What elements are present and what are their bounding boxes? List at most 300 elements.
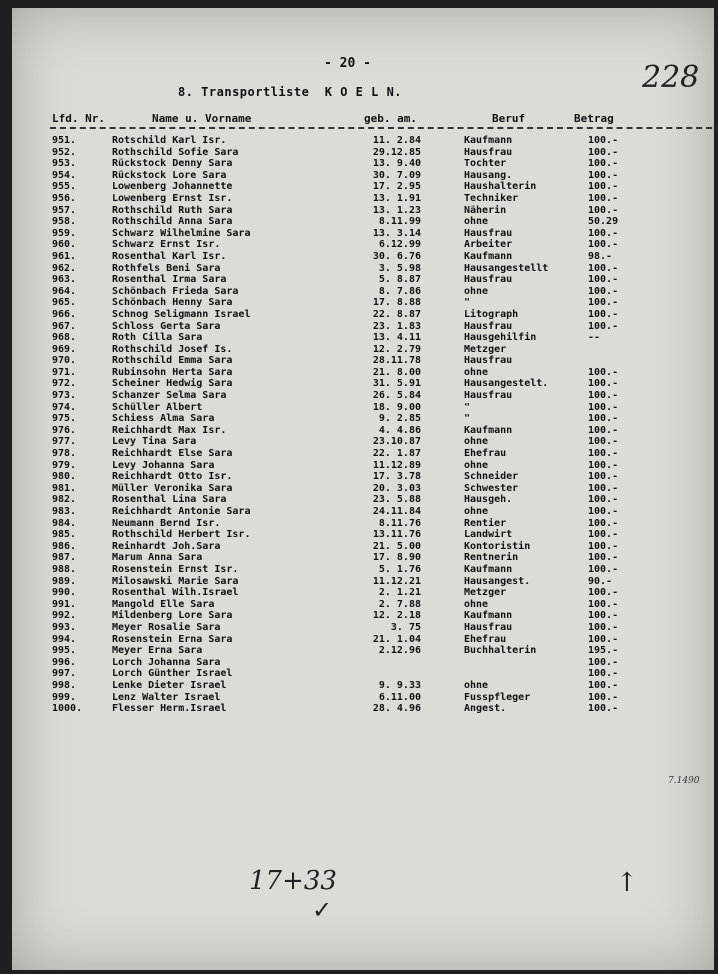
row-name: Marum Anna Sara [112, 552, 203, 564]
row-name: Rotschild Karl Isr. [112, 135, 227, 146]
row-name: Rosenthal Lina Sara [112, 494, 227, 506]
row-birth-date: 3. 75 [390, 621, 421, 633]
table-row [12, 239, 714, 251]
row-profession: Näherin [464, 204, 507, 216]
row-number: 954. [52, 169, 77, 181]
row-amount: 100.- [588, 529, 619, 541]
row-name: Rosenthal Wilh.Israel [112, 587, 239, 599]
row-profession: Hausfrau [464, 390, 513, 402]
row-number: 990. [52, 587, 77, 599]
row-amount: 90.- [588, 575, 613, 587]
row-profession: Hausfrau [464, 274, 513, 286]
row-birth-date: 12. 2.79 [372, 343, 421, 355]
row-number: 994. [52, 633, 77, 645]
row-birth-date: 11. 2.84 [372, 135, 421, 146]
row-name: Schwarz Wilhelmine Sara [112, 227, 251, 239]
row-amount: 100.- [588, 494, 619, 506]
row-name: Scheiner Hedwig Sara [112, 378, 233, 390]
table-row [12, 460, 714, 472]
row-number: 961. [52, 250, 77, 262]
row-birth-date: 17. 8.88 [372, 297, 421, 309]
row-number: 965. [52, 297, 77, 309]
row-birth-date: 22. 1.87 [372, 448, 421, 460]
document-page [12, 8, 714, 970]
row-amount: 100.- [588, 378, 619, 390]
table-row [12, 355, 714, 367]
row-birth-date: 31. 5.91 [372, 378, 421, 390]
row-birth-date: 5. 1.76 [378, 563, 421, 575]
table-row [12, 425, 714, 437]
row-number: 962. [52, 262, 77, 274]
row-birth-date: 24.11.84 [372, 506, 421, 517]
row-name: Schönbach Frieda Sara [112, 285, 239, 297]
row-name: Milosawski Marie Sara [112, 575, 239, 587]
document-title: 8. Transportliste K O E L N. [178, 85, 403, 99]
row-birth-date: 9. 2.85 [378, 413, 421, 425]
table-row [12, 506, 714, 518]
row-amount: 100.- [588, 227, 619, 239]
row-name: Schönbach Henny Sara [112, 297, 233, 309]
table-row [12, 634, 714, 646]
row-birth-date: 2. 1.21 [378, 587, 421, 599]
table-row [12, 471, 714, 483]
row-number: 998. [52, 679, 77, 691]
row-profession: Angest. [464, 703, 507, 715]
row-birth-date: 26. 5.84 [372, 390, 421, 402]
row-amount: 98.- [588, 250, 613, 262]
row-name: Lenz Walter Israel [112, 691, 221, 703]
row-profession: Haushalterin [464, 181, 537, 193]
row-amount: 100.- [588, 552, 619, 564]
table-row [12, 703, 714, 715]
row-birth-date: 23.10.87 [372, 436, 421, 448]
row-birth-date: 11.12.21 [372, 575, 421, 587]
table-row [12, 332, 714, 344]
row-number: 996. [52, 656, 77, 668]
row-amount: 195.- [588, 645, 619, 657]
row-number: 973. [52, 390, 77, 402]
row-number: 981. [52, 482, 77, 494]
table-row [12, 390, 714, 402]
row-amount: 100.- [588, 192, 619, 204]
row-amount: 100.- [588, 471, 619, 483]
row-number: 982. [52, 494, 77, 506]
table-row [12, 205, 714, 217]
row-profession: Hausangest. [464, 575, 531, 587]
row-amount: 100.- [588, 621, 619, 633]
row-birth-date: 4. 4.86 [378, 424, 421, 436]
table-row [12, 657, 714, 669]
row-name: Mangold Elle Sara [112, 598, 215, 610]
row-profession: Hausfrau [464, 355, 513, 367]
row-number: 967. [52, 320, 77, 332]
row-birth-date: 21. 1.04 [372, 633, 421, 645]
row-name: Schwarz Ernst Isr. [112, 239, 221, 251]
row-name: Rothfels Beni Sara [112, 262, 221, 274]
row-birth-date: 8.11.76 [378, 517, 421, 529]
row-birth-date: 2.12.96 [378, 645, 421, 657]
row-amount: 100.- [588, 668, 619, 680]
table-row [12, 529, 714, 541]
handwritten-bottom-right-mark: ↑ [616, 868, 638, 898]
row-amount: 50.29 [588, 216, 619, 228]
row-name: Lorch Günther Israel [112, 668, 233, 680]
row-number: 968. [52, 332, 77, 344]
row-amount: 100.- [588, 436, 619, 448]
table-row [12, 668, 714, 680]
row-number: 1000. [52, 703, 83, 715]
table-row [12, 216, 714, 228]
row-number: 984. [52, 517, 77, 529]
row-amount: 100.- [588, 610, 619, 622]
row-profession: Schneider [464, 471, 519, 483]
table-row [12, 367, 714, 379]
row-number: 999. [52, 691, 77, 703]
row-amount: 100.- [588, 679, 619, 691]
row-name: Rothschild Anna Sara [112, 216, 233, 228]
row-amount: 100.- [588, 320, 619, 332]
row-number: 972. [52, 378, 77, 390]
row-name: Rosenthal Irma Sara [112, 274, 227, 286]
row-profession: Litograph [464, 308, 519, 320]
row-amount: 100.- [588, 413, 619, 425]
row-amount: 100.- [588, 390, 619, 402]
table-row [12, 448, 714, 460]
row-profession: Tochter [464, 158, 507, 170]
row-number: 979. [52, 459, 77, 471]
row-profession: Kaufmann [464, 135, 513, 146]
header-divider [50, 127, 718, 129]
row-birth-date: 5. 8.87 [378, 274, 421, 286]
row-profession: " [464, 413, 471, 425]
table-row [12, 483, 714, 495]
row-profession: Landwirt [464, 529, 513, 541]
row-name: Schanzer Selma Sara [112, 390, 227, 402]
row-name: Rosenstein Ernst Isr. [112, 563, 239, 575]
row-name: Schiess Alma Sara [112, 413, 215, 425]
row-amount: 100.- [588, 262, 619, 274]
row-name: Müller Veronika Sara [112, 482, 233, 494]
row-number: 987. [52, 552, 77, 564]
row-name: Levy Tina Sara [112, 436, 197, 448]
row-amount: 100.- [588, 169, 619, 181]
row-profession: Kaufmann [464, 610, 513, 622]
row-number: 976. [52, 424, 77, 436]
row-birth-date: 9. 9.33 [378, 679, 421, 691]
row-birth-date: 13. 3.14 [372, 227, 421, 239]
row-number: 963. [52, 274, 77, 286]
row-name: Schnog Seligmann Israel [112, 308, 251, 320]
row-amount: 100.- [588, 181, 619, 193]
row-profession: Hausfrau [464, 621, 513, 633]
handwritten-side-note: 7.1490 [668, 776, 700, 786]
row-profession: ohne [464, 679, 489, 691]
row-name: Lorch Johanna Sara [112, 656, 221, 668]
row-amount: 100.- [588, 308, 619, 320]
row-profession: Hausgeh. [464, 494, 513, 506]
row-profession: Kaufmann [464, 250, 513, 262]
row-profession: Fusspfleger [464, 691, 531, 703]
row-name: Rückstock Lore Sara [112, 169, 227, 181]
row-number: 988. [52, 563, 77, 575]
row-number: 989. [52, 575, 77, 587]
row-number: 980. [52, 471, 77, 483]
row-profession: ohne [464, 285, 489, 297]
row-birth-date: 21. 5.00 [372, 540, 421, 552]
row-birth-date: 13.11.76 [372, 529, 421, 541]
row-profession: Hausangestelt. [464, 378, 549, 390]
row-profession: Schwester [464, 482, 519, 494]
row-birth-date: 29.12.85 [372, 146, 421, 158]
table-row [12, 147, 714, 159]
table-row [12, 610, 714, 622]
row-profession: ohne [464, 436, 489, 448]
row-name: Reichhardt Antonie Sara [112, 506, 251, 517]
row-number: 964. [52, 285, 77, 297]
row-profession: Hausgehilfin [464, 332, 537, 344]
row-name: Neumann Bernd Isr. [112, 517, 221, 529]
row-amount: 100.- [588, 158, 619, 170]
row-name: Lenke Dieter Israel [112, 679, 227, 691]
row-birth-date: 17. 2.95 [372, 181, 421, 193]
row-birth-date: 30. 6.76 [372, 250, 421, 262]
column-header-date: geb. am. [364, 112, 417, 125]
row-name: Rothschild Josef Is. [112, 343, 233, 355]
row-amount: 100.- [588, 204, 619, 216]
row-number: 966. [52, 308, 77, 320]
table-row [12, 402, 714, 414]
row-name: Reichhardt Else Sara [112, 448, 233, 460]
table-row [12, 436, 714, 448]
row-profession: Arbeiter [464, 239, 513, 251]
row-number: 997. [52, 668, 77, 680]
row-birth-date: 12. 2.18 [372, 610, 421, 622]
row-number: 974. [52, 401, 77, 413]
row-number: 956. [52, 192, 77, 204]
row-name: Rothschild Ruth Sara [112, 204, 233, 216]
row-amount: 100.- [588, 274, 619, 286]
row-name: Meyer Rosalie Sara [112, 621, 221, 633]
row-profession: Kontoristin [464, 540, 531, 552]
row-birth-date: 18. 9.00 [372, 401, 421, 413]
row-profession: ohne [464, 216, 489, 228]
table-row [12, 541, 714, 553]
row-amount: 100.- [588, 482, 619, 494]
row-profession: Rentnerin [464, 552, 519, 564]
table-row [12, 645, 714, 657]
row-number: 959. [52, 227, 77, 239]
row-name: Mildenberg Lore Sara [112, 610, 233, 622]
table-row [12, 378, 714, 390]
row-amount: 100.- [588, 297, 619, 309]
row-birth-date: 23. 5.88 [372, 494, 421, 506]
row-name: Rothschild Emma Sara [112, 355, 233, 367]
row-profession: Kaufmann [464, 563, 513, 575]
table-row [12, 587, 714, 599]
table-row [12, 228, 714, 240]
row-number: 983. [52, 506, 77, 517]
table-row [12, 552, 714, 564]
row-number: 952. [52, 146, 77, 158]
row-birth-date: 13. 1.23 [372, 204, 421, 216]
row-amount: 100.- [588, 366, 619, 378]
row-name: Rückstock Denny Sara [112, 158, 233, 170]
row-amount: 100.- [588, 691, 619, 703]
row-profession: ohne [464, 366, 489, 378]
row-amount: 100.- [588, 517, 619, 529]
table-row [12, 599, 714, 611]
row-profession: Rentier [464, 517, 507, 529]
handwritten-bottom-note: 17+33 [249, 866, 337, 896]
table-row [12, 158, 714, 170]
row-birth-date: 21. 8.00 [372, 366, 421, 378]
row-name: Reichhardt Otto Isr. [112, 471, 233, 483]
row-amount: 100.- [588, 540, 619, 552]
table-row [12, 251, 714, 263]
column-header-nr: Lfd. Nr. [52, 112, 105, 125]
transport-list-table [12, 135, 714, 715]
column-header-amount: Betrag [574, 112, 614, 125]
row-number: 957. [52, 204, 77, 216]
row-birth-date: 13. 1.91 [372, 192, 421, 204]
row-profession: Hausang. [464, 169, 513, 181]
row-amount: 100.- [588, 285, 619, 297]
row-birth-date: 6.11.00 [378, 691, 421, 703]
row-birth-date: 3. 5.98 [378, 262, 421, 274]
row-profession: Ehefrau [464, 633, 507, 645]
row-amount: -- [588, 332, 601, 344]
row-birth-date: 2. 7.88 [378, 598, 421, 610]
row-profession: Hausangestellt [464, 262, 549, 274]
row-number: 970. [52, 355, 77, 367]
table-row [12, 170, 714, 182]
column-header-profession: Beruf [492, 112, 526, 125]
row-profession: Kaufmann [464, 424, 513, 436]
row-number: 993. [52, 621, 77, 633]
row-birth-date: 13. 9.40 [372, 158, 421, 170]
row-birth-date: 8. 7.86 [378, 285, 421, 297]
row-profession: ohne [464, 598, 489, 610]
table-row [12, 286, 714, 298]
row-amount: 100.- [588, 633, 619, 645]
row-amount: 100.- [588, 656, 619, 668]
row-number: 992. [52, 610, 77, 622]
row-profession: " [464, 297, 471, 309]
row-number: 953. [52, 158, 77, 170]
row-number: 975. [52, 413, 77, 425]
row-name: Rothschild Sofie Sara [112, 146, 239, 158]
table-row [12, 263, 714, 275]
table-row [12, 413, 714, 425]
row-name: Reichhardt Max Isr. [112, 424, 227, 436]
row-number: 986. [52, 540, 77, 552]
row-profession: Techniker [464, 192, 519, 204]
row-name: Meyer Erna Sara [112, 645, 203, 657]
row-number: 991. [52, 598, 77, 610]
row-profession: Metzger [464, 343, 507, 355]
row-name: Rothschild Herbert Isr. [112, 529, 251, 541]
row-number: 977. [52, 436, 77, 448]
handwritten-check-mark: ✓ [312, 896, 333, 924]
row-number: 985. [52, 529, 77, 541]
row-name: Rosenstein Erna Sara [112, 633, 233, 645]
table-row [12, 321, 714, 333]
row-name: Lowenberg Ernst Isr. [112, 192, 233, 204]
table-row [12, 181, 714, 193]
table-row [12, 274, 714, 286]
row-birth-date: 28.11.78 [372, 355, 421, 367]
row-amount: 100.- [588, 239, 619, 251]
row-name: Levy Johanna Sara [112, 459, 215, 471]
row-number: 958. [52, 216, 77, 228]
table-row [12, 692, 714, 704]
row-amount: 100.- [588, 135, 619, 146]
row-number: 960. [52, 239, 77, 251]
row-amount: 100.- [588, 448, 619, 460]
row-number: 978. [52, 448, 77, 460]
row-amount: 100.- [588, 459, 619, 471]
row-profession: " [464, 401, 471, 413]
row-birth-date: 8.11.99 [378, 216, 421, 228]
row-birth-date: 20. 3.03 [372, 482, 421, 494]
row-amount: 100.- [588, 146, 619, 158]
row-name: Rosenthal Karl Isr. [112, 250, 227, 262]
row-name: Roth Cilla Sara [112, 332, 203, 344]
row-birth-date: 17. 3.78 [372, 471, 421, 483]
row-profession: ohne [464, 506, 489, 517]
row-birth-date: 11.12.89 [372, 459, 421, 471]
row-amount: 100.- [588, 424, 619, 436]
row-number: 995. [52, 645, 77, 657]
row-amount: 100.- [588, 563, 619, 575]
row-name: Lowenberg Johannette [112, 181, 233, 193]
row-profession: Buchhalterin [464, 645, 537, 657]
handwritten-page-number: 228 [642, 60, 700, 95]
row-number: 969. [52, 343, 77, 355]
row-profession: Hausfrau [464, 320, 513, 332]
row-birth-date: 17. 8.90 [372, 552, 421, 564]
row-profession: ohne [464, 459, 489, 471]
table-row [12, 309, 714, 321]
table-row [12, 297, 714, 309]
row-amount: 100.- [588, 598, 619, 610]
table-row [12, 622, 714, 634]
row-birth-date: 6.12.99 [378, 239, 421, 251]
table-row [12, 564, 714, 576]
row-birth-date: 22. 8.87 [372, 308, 421, 320]
row-number: 971. [52, 366, 77, 378]
row-name: Rubinsohn Herta Sara [112, 366, 233, 378]
row-name: Schüller Albert [112, 401, 203, 413]
column-header-name: Name u. Vorname [152, 112, 252, 125]
row-birth-date: 13. 4.11 [372, 332, 421, 344]
row-name: Schloss Gerta Sara [112, 320, 221, 332]
row-name: Reinhardt Joh.Sara [112, 540, 221, 552]
row-profession: Ehefrau [464, 448, 507, 460]
page-number: - 20 - [324, 56, 371, 71]
row-profession: Hausfrau [464, 227, 513, 239]
row-name: Flesser Herm.Israel [112, 703, 227, 715]
row-amount: 100.- [588, 703, 619, 715]
row-number: 955. [52, 181, 77, 193]
row-birth-date: 23. 1.83 [372, 320, 421, 332]
table-row [12, 680, 714, 692]
row-profession: Hausfrau [464, 146, 513, 158]
row-amount: 100.- [588, 506, 619, 517]
row-birth-date: 28. 4.96 [372, 703, 421, 715]
table-row [12, 576, 714, 588]
table-row [12, 344, 714, 356]
